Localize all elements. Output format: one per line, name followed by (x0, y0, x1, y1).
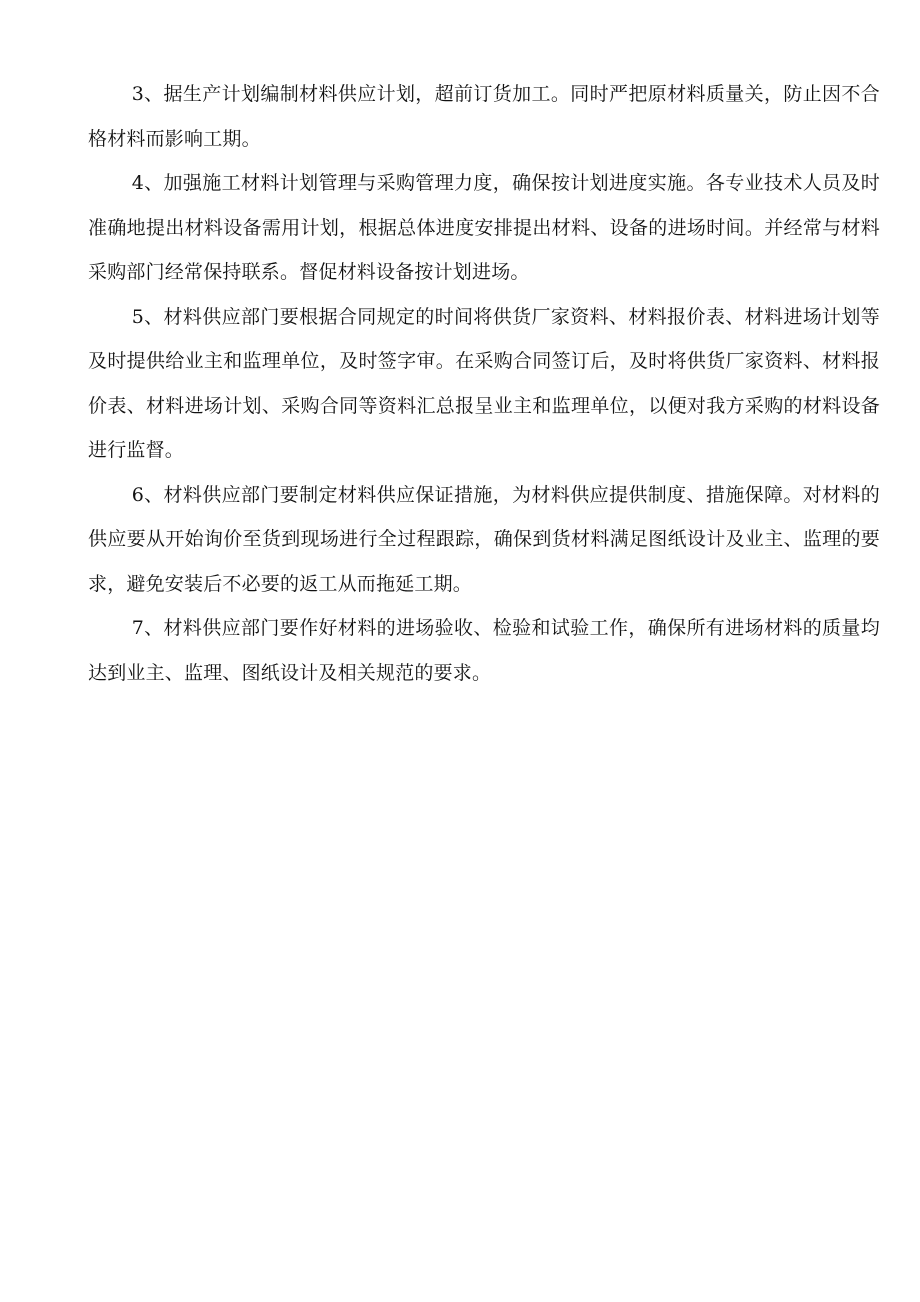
paragraph-5: 5、材料供应部门要根据合同规定的时间将供货厂家资料、材料报价表、材料进场计划等及时提供给业主和监理单位，及时签字审。在采购合同签订后，及时将供货厂家资料、材料报价表、材料进场计划、采购合同等资料汇总报呈业主和监理单位，以便对我方采购的材料设备进行监督。 (88, 305, 880, 461)
paragraph-4: 4、加强施工材料计划管理与采购管理力度，确保按计划进度实施。各专业技术人员及时准确地提出材料设备需用计划，根据总体进度安排提出材料、设备的进场时间。并经常与材料采购部门经常保持联系。督促材料设备按计划进场。 (88, 172, 880, 283)
document-body (88, 72, 880, 695)
paragraph-6: 6、材料供应部门要制定材料供应保证措施，为材料供应提供制度、措施保障。对材料的供应要从开始询价至货到现场进行全过程跟踪，确保到货材料满足图纸设计及业主、监理的要求，避免安装后不必要的返工从而拖延工期。 (88, 483, 880, 595)
paragraph-3: 3、据生产计划编制材料供应计划，超前订货加工。同时严把原材料质量关，防止因不合格材料而影响工期。 (88, 83, 880, 150)
paragraph-7: 7、材料供应部门要作好材料的进场验收、检验和试验工作，确保所有进场材料的质量均达到业主、监理、图纸设计及相关规范的要求。 (88, 617, 880, 684)
